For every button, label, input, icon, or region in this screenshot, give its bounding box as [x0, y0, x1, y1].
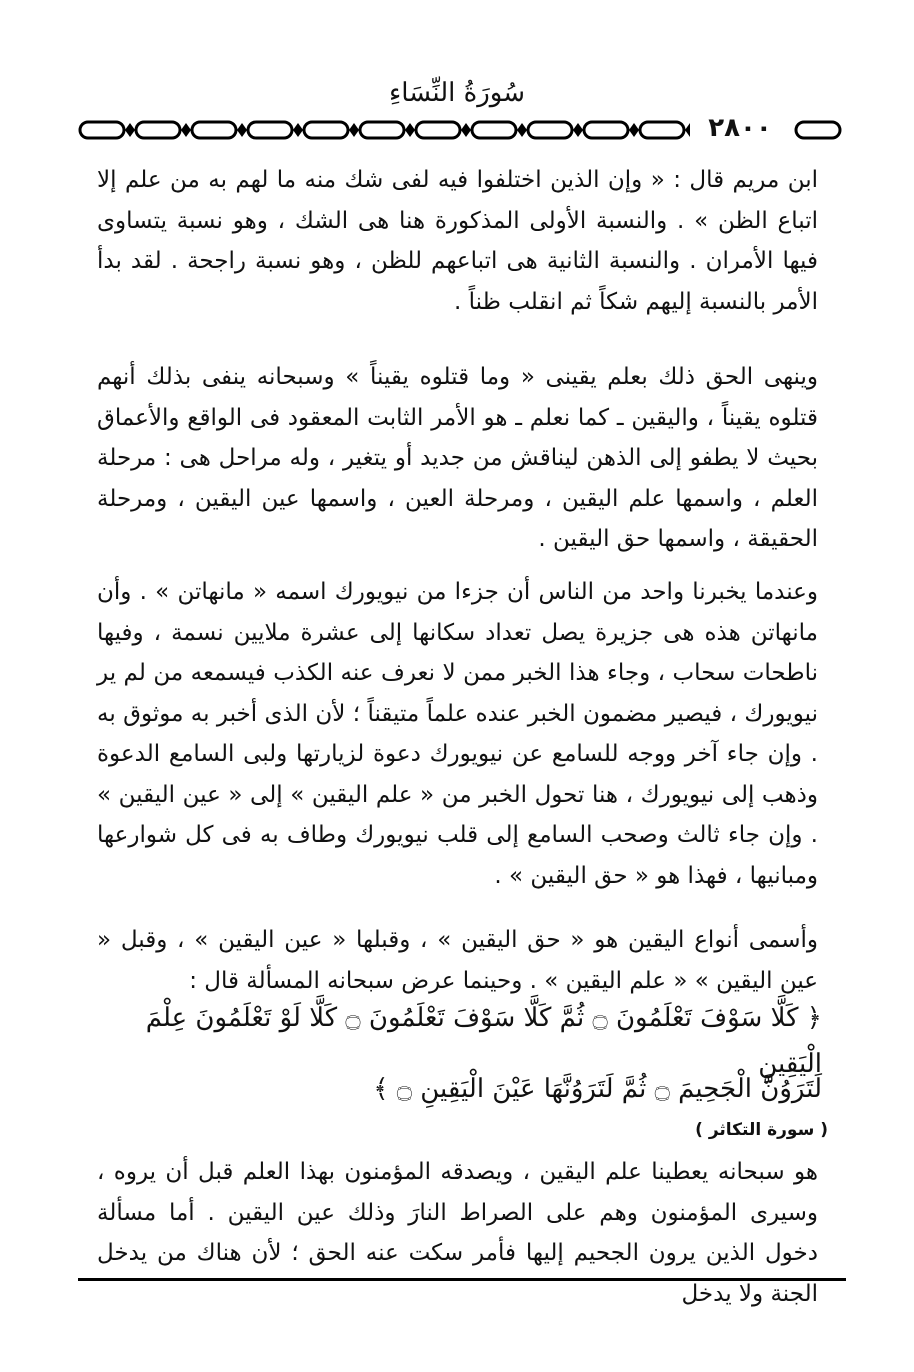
footer-divider — [78, 1278, 846, 1281]
paragraph-4 — [97, 920, 818, 1001]
page-number: ٢٨٠٠ — [690, 113, 790, 143]
paragraph-text: وعندما يخبرنا واحد من الناس أن جزءا من نيويورك اسمه « مانهاتن » . وأن مانهاتن هذه هى جزيرة يصل تعداد سكانها إلى عشرة ملايين نسمة ، وفيها ناطحات سحاب ، وجاء هذا الخبر ممن لا نعرف عنه الكذب فيسمعه من لم ير نيويورك ، فيصير مضمون الخبر عنده علماً متيقناً ؛ لأن الذى أخبر به موثوق به . وإن جاء آخر ووجه للسامع عن نيويورك دعوة لزيارتها ولبى السامع الدعوة وذهب إلى نيويورك ، هنا تحول الخبر من « علم اليقين » إلى « عين اليقين » . وإن جاء ثالث وصحب السامع إلى قلب نيويورك وطاف به فى كل شوارعها ومبانيها ، فهذا هو « حق اليقين » . — [97, 579, 818, 889]
paragraph-5 — [97, 1152, 818, 1314]
surah-reference: ( سورة التكاثر ) — [695, 1120, 828, 1140]
paragraph-2 — [97, 357, 818, 560]
quran-verse-line-2: لَتَرَوُنَّ الْجَحِيمَ ۝ ثُمَّ لَتَرَوُنَّهَا عَيْنَ الْيَقِينِ ۝ ﴾ — [373, 1074, 822, 1104]
paragraph-text: ابن مريم قال : « وإن الذين اختلفوا فيه لفى شك منه ما لهم به من علم إلا اتباع الظن » . والنسبة الأولى المذكورة هنا هى الشك ، وهو نسبة يتساوى فيها الأمران . والنسبة الثانية هى اتباعهم للظن ، وهو نسبة راجحة . لقد بدأ الأمر بالنسبة إليهم شكاً ثم انقلب ظناً . — [97, 167, 818, 315]
paragraph-text: هو سبحانه يعطينا علم اليقين ، ويصدقه المؤمنون بهذا العلم قبل أن يروه ، وسيرى المؤمنون وهم على الصراط النارَ وذلك عين اليقين . أما مسألة دخول الذين يرون الجحيم إليها فأمر سكت عنه الحق ؛ لأن هناك من يدخل الجنة ولا يدخل — [97, 1159, 818, 1307]
paragraph-3 — [97, 572, 818, 896]
paragraph-text: وينهى الحق ذلك بعلم يقينى « وما قتلوه يقيناً » وسبحانه ينفى بذلك أنهم قتلوه يقيناً ، واليقين ـ كما نعلم ـ هو الأمر الثابت المعقود فى الواقع والأعماق بحيث لا يطفو إلى الذهن ليناقش من جديد أو يتغير ، وله مراحل هى : مرحلة العلم ، واسمها علم اليقين ، ومرحلة العين ، واسمها عين اليقين ، ومرحلة الحقيقة ، واسمها حق اليقين . — [97, 364, 818, 552]
paragraph-1 — [97, 160, 818, 322]
quran-verse-line-1: ﴿ كَلَّا سَوْفَ تَعْلَمُونَ ۝ ثُمَّ كَلَّا سَوْفَ تَعْلَمُونَ ۝ كَلَّا لَوْ تَعْلَمُونَ عِلْمَ الْيَقِينِ — [145, 1003, 822, 1079]
paragraph-text: وأسمى أنواع اليقين هو « حق اليقين » ، وقبلها « عين اليقين » ، وقبل « عين اليقين » « علم اليقين » . وحينما عرض سبحانه المسألة قال : — [97, 927, 818, 994]
running-header-surah-title: سُورَةُ النِّسَاءِ — [389, 78, 525, 108]
